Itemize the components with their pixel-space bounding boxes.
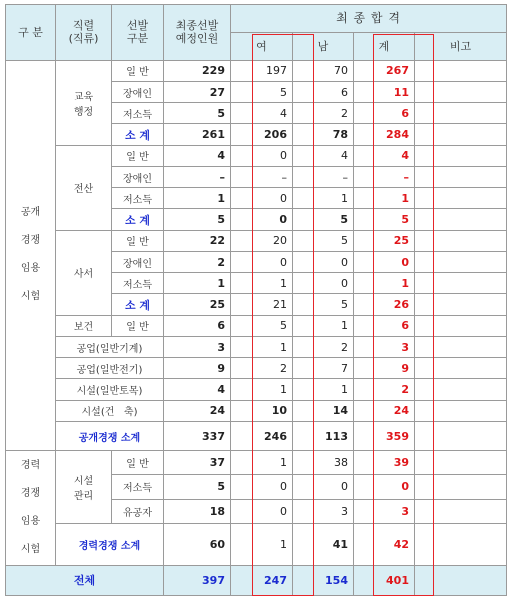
note-cell bbox=[415, 523, 507, 565]
planned-cell: 6 bbox=[164, 315, 231, 336]
selection-type: 유공자 bbox=[112, 499, 164, 523]
header-seonbal-label: 선발 bbox=[126, 19, 149, 33]
selection-type: 장애인 bbox=[112, 166, 164, 187]
table-row bbox=[6, 315, 507, 336]
female-cell: 0 bbox=[231, 499, 293, 523]
header-jikryeol-sub: (직류) bbox=[68, 32, 99, 46]
female-cell: 247 bbox=[231, 565, 293, 595]
male-cell: 0 bbox=[293, 273, 354, 294]
planned-cell: 22 bbox=[164, 230, 231, 251]
female-cell: 1 bbox=[231, 273, 293, 294]
note-cell bbox=[415, 475, 507, 499]
category-health: 보건 bbox=[56, 315, 112, 336]
female-cell: 5 bbox=[231, 81, 293, 102]
category-facility-management bbox=[56, 451, 112, 524]
total-cell: 3 bbox=[354, 336, 415, 357]
male-cell: 5 bbox=[293, 209, 354, 230]
group-open-competition bbox=[6, 60, 56, 451]
note-cell bbox=[415, 230, 507, 251]
note-cell bbox=[415, 451, 507, 475]
header-female: 여 bbox=[231, 33, 293, 60]
male-cell: 6 bbox=[293, 81, 354, 102]
group-career-line: 시험 bbox=[20, 543, 41, 555]
male-cell: 5 bbox=[293, 230, 354, 251]
female-cell: 4 bbox=[231, 103, 293, 124]
planned-cell: 37 bbox=[164, 451, 231, 475]
female-cell: 1 bbox=[231, 336, 293, 357]
total-cell: 401 bbox=[354, 565, 415, 595]
female-cell: 246 bbox=[231, 421, 293, 450]
grand-total-label: 전체 bbox=[6, 565, 164, 595]
female-cell: 21 bbox=[231, 294, 293, 315]
female-cell: 1 bbox=[231, 379, 293, 400]
category-computer: 전산 bbox=[56, 145, 112, 230]
header-planned-sub: 예정인원 bbox=[175, 32, 219, 46]
selection-type: 일 반 bbox=[112, 145, 164, 166]
selection-type: 일 반 bbox=[112, 230, 164, 251]
header-total: 계 bbox=[354, 33, 415, 60]
selection-type: 일 반 bbox=[112, 315, 164, 336]
category-facility-line: 관리 bbox=[73, 490, 94, 502]
female-cell: 197 bbox=[231, 60, 293, 81]
total-cell: 0 bbox=[354, 251, 415, 272]
header-planned-label: 최종선발 bbox=[175, 19, 219, 33]
planned-cell: 337 bbox=[164, 421, 231, 450]
table-row bbox=[6, 400, 507, 421]
note-cell bbox=[415, 251, 507, 272]
table-row bbox=[6, 451, 507, 475]
note-cell bbox=[415, 565, 507, 595]
note-cell bbox=[415, 60, 507, 81]
female-cell: 10 bbox=[231, 400, 293, 421]
total-cell: 25 bbox=[354, 230, 415, 251]
planned-cell: 4 bbox=[164, 145, 231, 166]
total-cell: 11 bbox=[354, 81, 415, 102]
table-row bbox=[6, 336, 507, 357]
female-cell: 0 bbox=[231, 145, 293, 166]
category-industry-machine: 공업(일반기계) bbox=[56, 336, 164, 357]
subtotal-label: 소 계 bbox=[112, 294, 164, 315]
note-cell bbox=[415, 421, 507, 450]
note-cell bbox=[415, 273, 507, 294]
header-final: 최 종 합 격 bbox=[231, 5, 507, 33]
open-subtotal-label: 공개경쟁 소계 bbox=[56, 421, 164, 450]
selection-type: 장애인 bbox=[112, 81, 164, 102]
total-cell: 284 bbox=[354, 124, 415, 145]
group-career-competition bbox=[6, 451, 56, 565]
planned-cell: 5 bbox=[164, 475, 231, 499]
note-cell bbox=[415, 145, 507, 166]
planned-cell: 5 bbox=[164, 209, 231, 230]
planned-cell: 27 bbox=[164, 81, 231, 102]
category-facility-building: 시설(건 축) bbox=[56, 400, 164, 421]
group-open-line: 임용 bbox=[20, 263, 41, 275]
total-cell: 267 bbox=[354, 60, 415, 81]
planned-cell: 1 bbox=[164, 273, 231, 294]
header-jikryeol-label: 직렬 bbox=[72, 19, 95, 33]
note-cell bbox=[415, 336, 507, 357]
table-row bbox=[6, 230, 507, 251]
subtotal-label: 소 계 bbox=[112, 124, 164, 145]
category-admin-line: 행정 bbox=[73, 106, 94, 118]
total-cell: 39 bbox=[354, 451, 415, 475]
note-cell bbox=[415, 358, 507, 379]
female-cell: 1 bbox=[231, 523, 293, 565]
male-cell: 1 bbox=[293, 379, 354, 400]
note-cell bbox=[415, 294, 507, 315]
group-career-line: 경력 bbox=[20, 459, 41, 471]
selection-type: 저소득 bbox=[112, 475, 164, 499]
note-cell bbox=[415, 379, 507, 400]
male-cell: 5 bbox=[293, 294, 354, 315]
group-open-line: 공개 bbox=[20, 207, 41, 219]
female-cell: 2 bbox=[231, 358, 293, 379]
total-cell: 1 bbox=[354, 273, 415, 294]
group-career-line: 임용 bbox=[20, 515, 41, 527]
table-row bbox=[6, 145, 507, 166]
total-cell: 5 bbox=[354, 209, 415, 230]
table-row bbox=[6, 379, 507, 400]
planned-cell: 25 bbox=[164, 294, 231, 315]
total-cell: 359 bbox=[354, 421, 415, 450]
female-cell: 1 bbox=[231, 451, 293, 475]
male-cell: 2 bbox=[293, 103, 354, 124]
male-cell: 113 bbox=[293, 421, 354, 450]
female-cell: 0 bbox=[231, 209, 293, 230]
total-cell: 26 bbox=[354, 294, 415, 315]
total-cell: 1 bbox=[354, 188, 415, 209]
male-cell: 2 bbox=[293, 336, 354, 357]
group-career-line: 경쟁 bbox=[20, 487, 41, 499]
planned-cell: 9 bbox=[164, 358, 231, 379]
group-open-line: 시험 bbox=[20, 291, 41, 303]
total-cell: 4 bbox=[354, 145, 415, 166]
female-cell: 0 bbox=[231, 188, 293, 209]
male-cell: 3 bbox=[293, 499, 354, 523]
female-cell: 5 bbox=[231, 315, 293, 336]
male-cell: 0 bbox=[293, 475, 354, 499]
female-cell: 20 bbox=[231, 230, 293, 251]
planned-cell: 5 bbox=[164, 103, 231, 124]
note-cell bbox=[415, 209, 507, 230]
female-cell: 0 bbox=[231, 251, 293, 272]
note-cell bbox=[415, 188, 507, 209]
male-cell: 4 bbox=[293, 145, 354, 166]
note-cell bbox=[415, 315, 507, 336]
planned-cell: – bbox=[164, 166, 231, 187]
planned-cell: 60 bbox=[164, 523, 231, 565]
planned-cell: 24 bbox=[164, 400, 231, 421]
note-cell bbox=[415, 499, 507, 523]
female-cell: – bbox=[231, 166, 293, 187]
group-open-line: 경쟁 bbox=[20, 235, 41, 247]
note-cell bbox=[415, 166, 507, 187]
header-seonbal bbox=[112, 5, 164, 61]
header-row-1 bbox=[6, 5, 507, 33]
male-cell: 0 bbox=[293, 251, 354, 272]
category-facility-civil: 시설(일반토목) bbox=[56, 379, 164, 400]
male-cell: 154 bbox=[293, 565, 354, 595]
grand-total-row bbox=[6, 565, 507, 595]
planned-cell: 3 bbox=[164, 336, 231, 357]
category-librarian: 사서 bbox=[56, 230, 112, 315]
table-row bbox=[6, 60, 507, 81]
category-admin bbox=[56, 60, 112, 145]
male-cell: 78 bbox=[293, 124, 354, 145]
male-cell: 70 bbox=[293, 60, 354, 81]
total-cell: 2 bbox=[354, 379, 415, 400]
recruitment-results-table bbox=[5, 4, 507, 596]
open-subtotal-row bbox=[6, 421, 507, 450]
total-cell: 0 bbox=[354, 475, 415, 499]
male-cell: 38 bbox=[293, 451, 354, 475]
note-cell bbox=[415, 124, 507, 145]
male-cell: 14 bbox=[293, 400, 354, 421]
total-cell: 6 bbox=[354, 315, 415, 336]
table-row bbox=[6, 358, 507, 379]
selection-type: 저소득 bbox=[112, 188, 164, 209]
planned-cell: 4 bbox=[164, 379, 231, 400]
planned-cell: 229 bbox=[164, 60, 231, 81]
total-cell: 6 bbox=[354, 103, 415, 124]
category-admin-line: 교육 bbox=[73, 91, 94, 103]
planned-cell: 1 bbox=[164, 188, 231, 209]
total-cell: 9 bbox=[354, 358, 415, 379]
career-subtotal-row bbox=[6, 523, 507, 565]
total-cell: – bbox=[354, 166, 415, 187]
male-cell: 1 bbox=[293, 315, 354, 336]
header-planned bbox=[164, 5, 231, 61]
planned-cell: 2 bbox=[164, 251, 231, 272]
selection-type: 저소득 bbox=[112, 273, 164, 294]
subtotal-label: 소 계 bbox=[112, 209, 164, 230]
header-jikryeol bbox=[56, 5, 112, 61]
selection-type: 저소득 bbox=[112, 103, 164, 124]
female-cell: 206 bbox=[231, 124, 293, 145]
category-industry-electric: 공업(일반전기) bbox=[56, 358, 164, 379]
selection-type: 일 반 bbox=[112, 451, 164, 475]
note-cell bbox=[415, 81, 507, 102]
header-note: 비고 bbox=[415, 33, 507, 60]
male-cell: 41 bbox=[293, 523, 354, 565]
note-cell bbox=[415, 400, 507, 421]
note-cell bbox=[415, 103, 507, 124]
planned-cell: 18 bbox=[164, 499, 231, 523]
career-subtotal-label: 경력경쟁 소계 bbox=[56, 523, 164, 565]
male-cell: – bbox=[293, 166, 354, 187]
total-cell: 24 bbox=[354, 400, 415, 421]
total-cell: 3 bbox=[354, 499, 415, 523]
header-seonbal-sub: 구분 bbox=[126, 32, 149, 46]
total-cell: 42 bbox=[354, 523, 415, 565]
planned-cell: 261 bbox=[164, 124, 231, 145]
header-gubun: 구 분 bbox=[6, 5, 56, 61]
category-facility-line: 시설 bbox=[73, 475, 94, 487]
selection-type: 일 반 bbox=[112, 60, 164, 81]
selection-type: 장애인 bbox=[112, 251, 164, 272]
header-male: 남 bbox=[293, 33, 354, 60]
planned-cell: 397 bbox=[164, 565, 231, 595]
male-cell: 1 bbox=[293, 188, 354, 209]
male-cell: 7 bbox=[293, 358, 354, 379]
female-cell: 0 bbox=[231, 475, 293, 499]
